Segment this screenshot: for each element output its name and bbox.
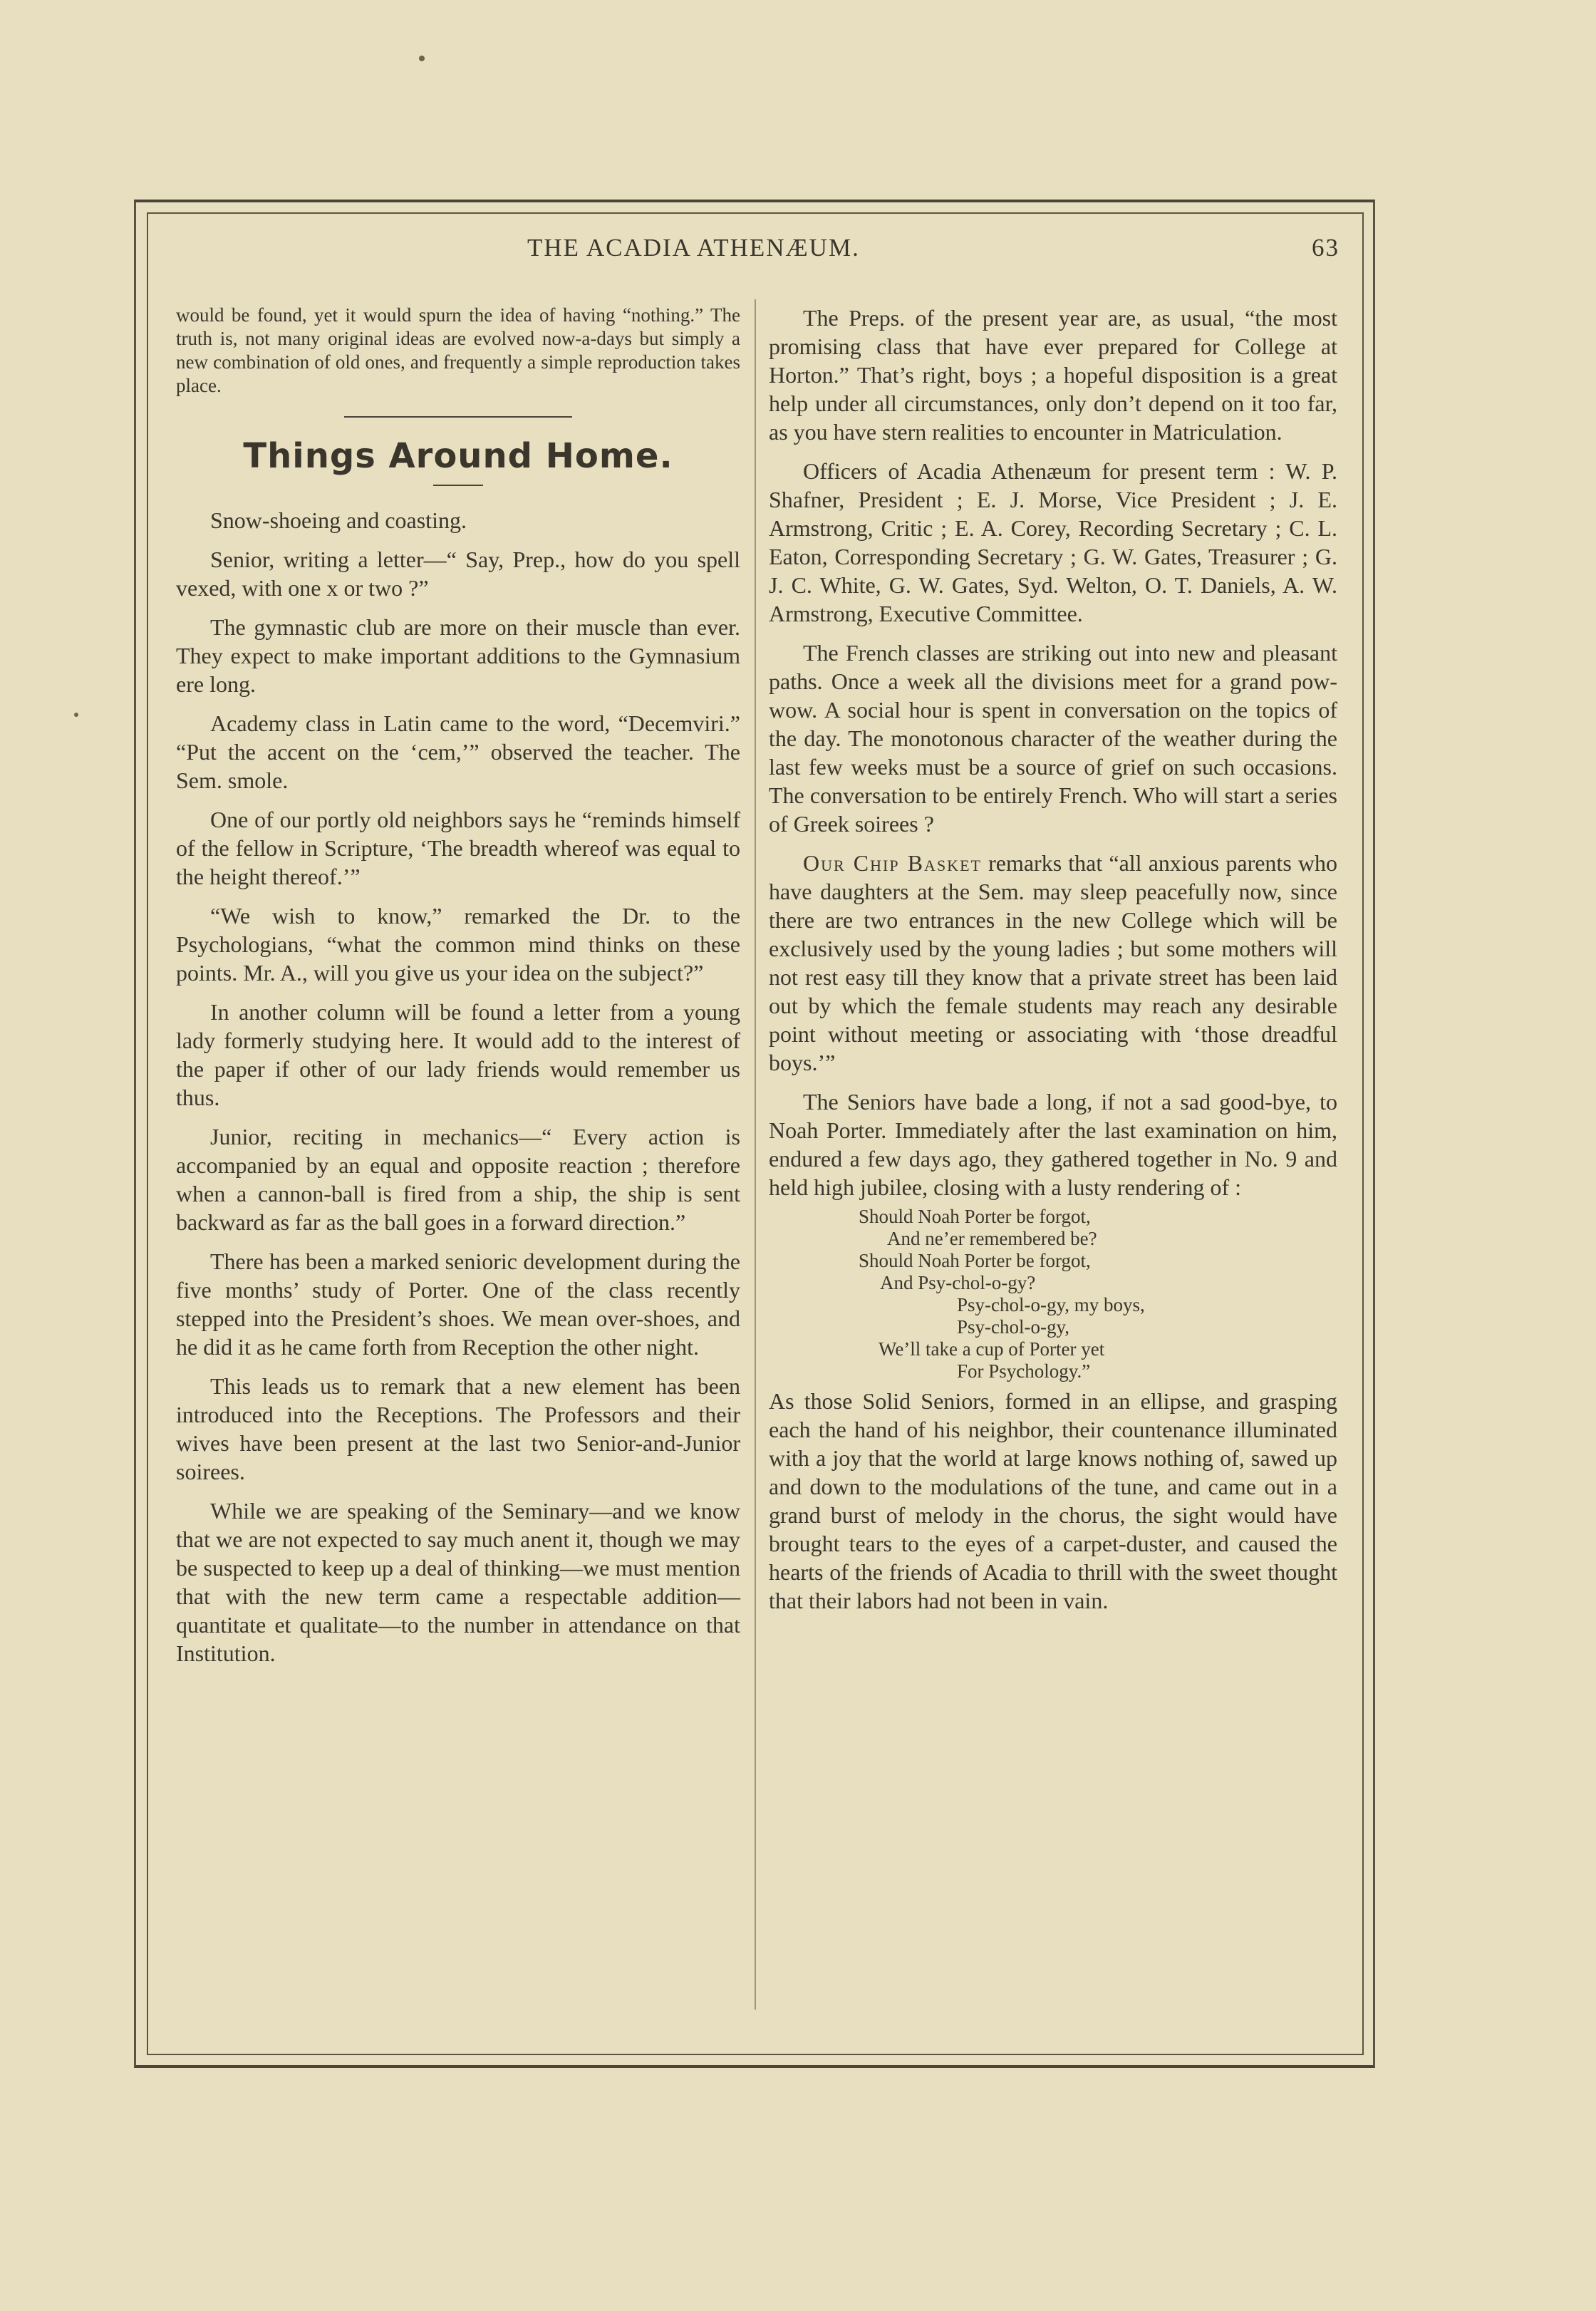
- paragraph: As those Solid Seniors, formed in an ellipse, and grasping each the hand of his neighbor, their countenance illuminated with a joy that the world at large knows nothing of, sawed up and down to the modulations of the tune, and came out in a grand burst of melody in the chorus, the sight would have brought tears to the eyes of a carpet-duster, and caused the hearts of the friends of Acadia to thrill with the sweet thought that their labors had not been in vain.: [769, 1388, 1337, 1613]
- paragraph: [769, 849, 1337, 1077]
- paragraph: While we are speaking of the Seminary—and we know that we are not expected to say much anent it, though we may be suspected to keep up a deal of thinking—we must mention that with the new term came a respectable addition—quantitate et qualitate—to the number in attendance on that Institution.: [176, 1498, 740, 1666]
- title-underline: [433, 485, 483, 486]
- verse-line: For Psychology.”: [957, 1360, 1091, 1382]
- paragraph: Senior, writing a letter—“ Say, Prep., how do you spell vexed, with one x or two ?”: [176, 547, 740, 601]
- song-verse: [769, 1206, 1337, 1382]
- verse-line: Psy-chol-o-gy, my boys,: [957, 1294, 1145, 1315]
- section-title: Things Around Home.: [243, 436, 673, 476]
- column-divider: [755, 299, 756, 2010]
- paragraph: Academy class in Latin came to the word, “Decemviri.” “Put the accent on the ‘cem,’” observed the teacher. The Sem. smole.: [176, 710, 740, 793]
- verse-line: Should Noah Porter be forgot,: [859, 1250, 1091, 1271]
- ink-speck: [419, 56, 425, 61]
- paragraph: There has been a marked senioric development during the five months’ study of Porter. One of the class recently stepped into the President’s shoes. We mean over-shoes, and he did it as he came forth from Reception the other night.: [176, 1248, 740, 1360]
- ink-speck: [74, 713, 78, 717]
- verse-line: We’ll take a cup of Porter yet: [879, 1338, 1105, 1360]
- paragraph: The gymnastic club are more on their muscle than ever. They expect to make important additions to the Gymnasium ere long.: [176, 614, 740, 697]
- journal-title: THE ACADIA ATHENÆUM.: [527, 234, 860, 262]
- verse-line: Should Noah Porter be forgot,: [859, 1206, 1091, 1227]
- page-number: 63: [1312, 234, 1340, 262]
- left-column: [176, 304, 740, 1678]
- section-divider: [344, 416, 572, 418]
- paragraph: In another column will be found a letter from a young lady formerly studying here. It would add to the interest of the paper if other of our lady friends would remember us thus.: [176, 999, 740, 1110]
- verse-line: And ne’er remembered be?: [887, 1228, 1097, 1249]
- verse-line: And Psy-chol-o-gy?: [880, 1272, 1036, 1293]
- paragraph: Snow-shoeing and coasting.: [210, 507, 467, 533]
- paragraph: The Preps. of the present year are, as usual, “the most promising class that have ever prepared for College at Horton.” That’s right, boys ; a hopeful disposition is a great help under all circumstances, only don’t depend on it too far, as you have stern realities to encounter in Matriculation.: [769, 305, 1337, 445]
- paragraph: The Seniors have bade a long, if not a sad good-bye, to Noah Porter. Immediately after the last examination on him, endured a few days ago, they gathered together in No. 9 and held high jubilee, closing with a lusty rendering of :: [769, 1089, 1337, 1200]
- paragraph: This leads us to remark that a new element has been introduced into the Receptions. The Professors and their wives have been present at the last two Senior-and-Junior soirees.: [176, 1373, 740, 1484]
- continued-paragraph: would be found, yet it would spurn the idea of having “nothing.” The truth is, not many original ideas are evolved now-a-days but simply a new combination of old ones, and frequently a simple reproduction takes place.: [176, 304, 740, 396]
- paragraph: Junior, reciting in mechanics—“ Every action is accompanied by an equal and opposite reaction ; therefore when a cannon-ball is fired from a ship, the ship is sent backward as far as the ball goes in a forward direction.”: [176, 1124, 740, 1235]
- column-name: Our Chip Basket: [803, 850, 982, 876]
- paragraph: Officers of Acadia Athenæum for present term : W. P. Shafner, President ; E. J. Morse, Vice President ; J. E. Armstrong, Critic ; E. A. Corey, Recording Secretary ; C. L. Eaton, Corresponding Secretary ; G. W. Gates, Treasurer ; G. J. C. White, G. W. Gates, Syd. Welton, O. T. Daniels, A. W. Armstrong, Executive Committee.: [769, 458, 1337, 626]
- right-column: [769, 304, 1337, 1625]
- paragraph-text: remarks that “all anxious parents who have daughters at the Sem. may sleep peacefully now, since there are two entrances in the new College which will be exclusively used by the young ladies ; but some mothers will not rest easy till they know that a private street has been laid out by which the female students may reach any desirable point without meeting or associating with ‘those dreadful boys.’”: [769, 850, 1337, 1075]
- verse-line: Psy-chol-o-gy,: [957, 1316, 1069, 1338]
- paragraph: “We wish to know,” remarked the Dr. to the Psychologians, “what the common mind thinks on these points. Mr. A., will you give us your idea on the subject?”: [176, 903, 740, 986]
- running-header: [164, 234, 1347, 276]
- paragraph: One of our portly old neighbors says he “reminds himself of the fellow in Scripture, ‘The breadth whereof was equal to the height thereof.’”: [176, 807, 740, 889]
- paragraph: The French classes are striking out into new and pleasant paths. Once a week all the divisions meet for a grand pow-wow. A social hour is spent in conversation on the topics of the day. The monotonous character of the weather during the last few weeks must be a source of grief on such occasions. The conversation to be entirely French. Who will start a series of Greek soirees ?: [769, 640, 1337, 837]
